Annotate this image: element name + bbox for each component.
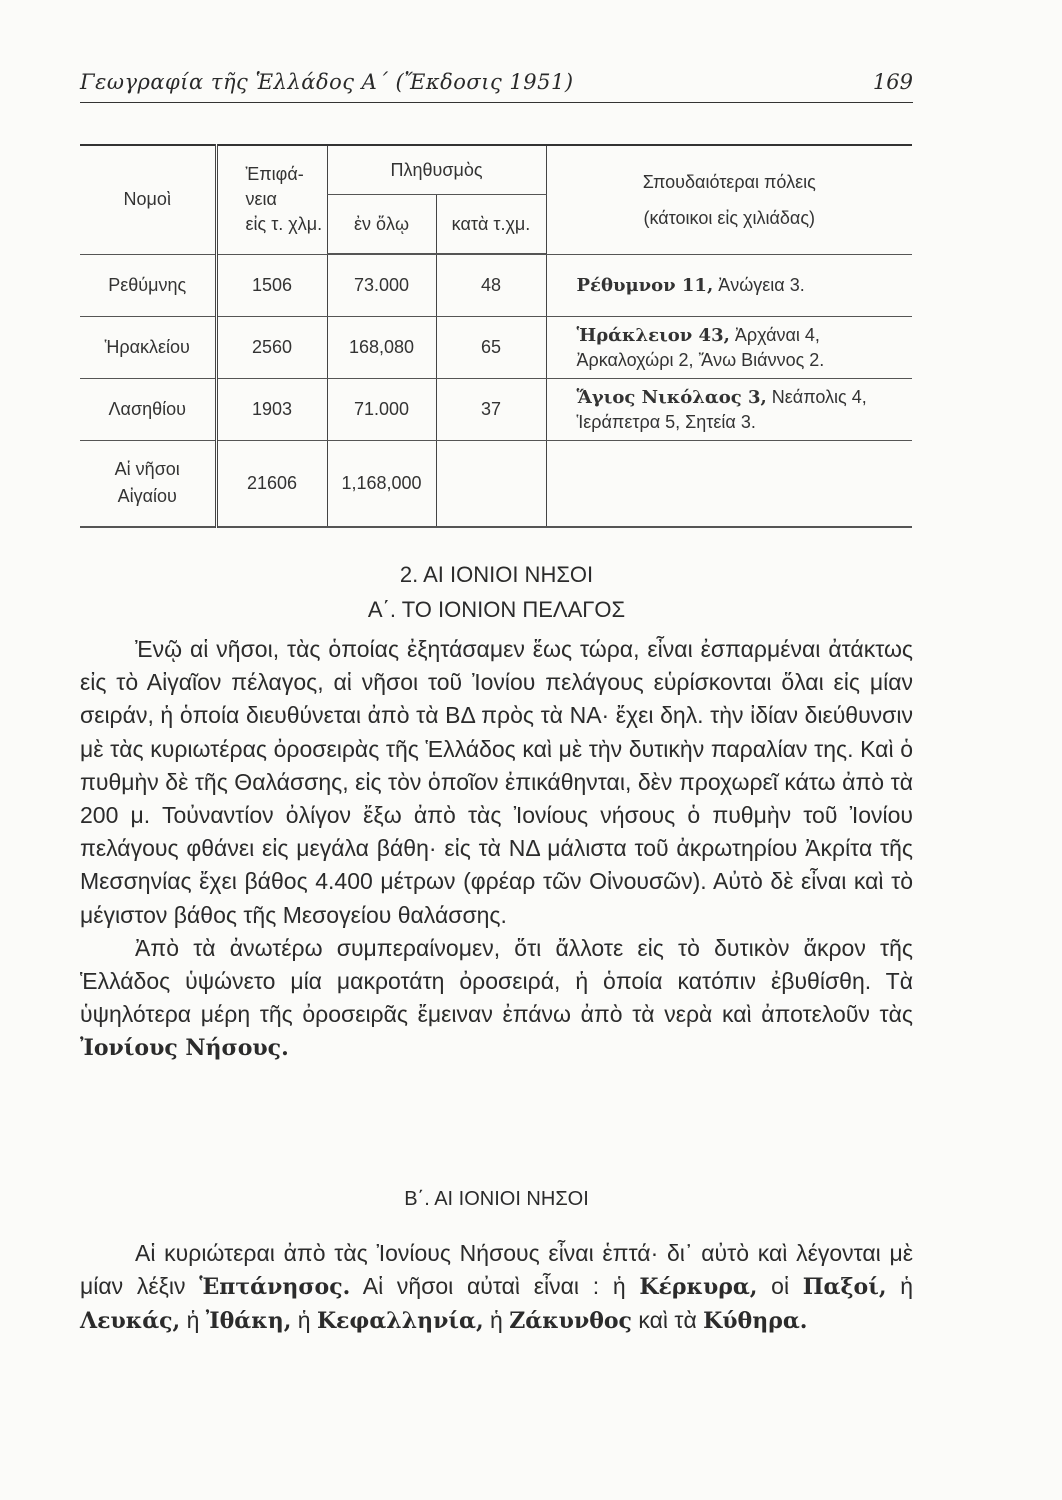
cities-cell: Ἅγιος Νικόλαος 3, Νεάπολις 4, Ἱεράπετρα 5, Σητεία 3. — [546, 379, 912, 441]
page-number: 169 — [872, 70, 913, 94]
header-pop-total: ἐν ὅλῳ — [327, 195, 436, 254]
paragraph-1: Ἐνῷ αἱ νῆσοι, τὰς ὁποίας ἐξητάσαμεν ἕως τώρα, εἶναι ἐσπαρμέναι ἀτάκτως εἰς τὸ Αἰγαῖον πέλαγος, αἱ νῆσοι τοῦ Ἰονίου πελάγους εὑρίσκονται ὅλαι εἰς μίαν σειράν, ἡ ὁποία διευθύνεται ἀπὸ τὰ ΒΔ πρὸς τὰ ΝΑ· ἔχει δηλ. τὴν ἰδίαν διεύθυνσιν μὲ τὰς κυριωτέρας ὀροσειρὰς τῆς Ἑλλάδος καὶ μὲ τὴν δυτικὴν παραλίαν της. Καὶ ὁ πυθμὴν δὲ τῆς Θαλάσσης, εἰς τὸν ὁποῖον ἐπικάθηνται, δὲν προχωρεῖ κάτω ἀπὸ τὰ 200 μ. Τοὐναντίον ὀλίγον ἔξω ἀπὸ τὰς Ἰονίους νήσους ὁ πυθμὴν τοῦ Ἰονίου πελάγους φθάνει εἰς μεγάλα βάθη· εἰς τὰ ΝΔ μάλιστα τοῦ ἀκρωτηρίου Ἀκρίτα τῆς Μεσσηνίας ἔχει βάθος 4.400 μέτρων (φρέαρ τῶν Οἰνουσῶν). Αὐτὸ δὲ εἶναι καὶ τὸ μέγιστον βάθος τῆς Μεσογείου θαλάσσης. — [80, 636, 913, 928]
header-area: Ἐπιφά- νεια εἰς τ. χλμ. — [216, 145, 327, 254]
nomos-cell: Ρεθύμνης — [80, 255, 216, 317]
nomos-cell: Αἱ νῆσοι Αἰγαίου — [80, 441, 216, 527]
density-cell: 37 — [436, 379, 546, 441]
table-row — [80, 317, 912, 379]
table-row — [80, 441, 912, 527]
population-cell: 1,168,000 — [327, 441, 436, 527]
header-rule — [80, 102, 913, 103]
area-cell: 2560 — [216, 317, 327, 379]
density-cell: 48 — [436, 255, 546, 317]
body-text-a — [80, 633, 913, 1066]
population-cell: 71.000 — [327, 379, 436, 441]
cities-cell — [546, 441, 912, 527]
population-cell: 73.000 — [327, 255, 436, 317]
section-heading: 2. ΑΙ ΙΟΝΙΟΙ ΝΗΣΟΙ — [399, 562, 594, 587]
running-title: Γεωγραφία τῆς Ἑλλάδος Α΄ (Ἔκδοσις 1951) — [80, 70, 574, 94]
area-cell: 1506 — [216, 255, 327, 317]
nomos-cell: Ἡρακλείου — [80, 317, 216, 379]
body-text-b — [80, 1237, 913, 1339]
paragraph-3: Αἱ κυριώτεραι ἀπὸ τὰς Ἰονίους Νήσους εἶναι ἑπτά· δι᾽ αὐτὸ καὶ λέγονται μὲ μίαν λέξιν Ἑπτάνησος. Αἱ νῆσοι αὐταὶ εἶναι : ἡ Κέρκυρα, οἱ Παξοί, ἡ Λευκάς, ἡ Ἰθάκη, ἡ Κεφαλληνία, ἡ Ζάκυνθος καὶ τὰ Κύθηρα. — [80, 1240, 914, 1335]
header-population: Πληθυσμὸς — [327, 145, 546, 195]
page-header — [80, 70, 913, 104]
subheading-b: Β΄. ΑΙ ΙΟΝΙΟΙ ΝΗΣΟΙ — [404, 1188, 589, 1210]
header-nomoi: Νομοὶ — [80, 145, 216, 254]
header-pop-density: κατὰ τ.χμ. — [436, 195, 546, 254]
density-cell — [436, 441, 546, 527]
table-row — [80, 379, 912, 441]
table-row — [80, 255, 912, 317]
paragraph-2: Ἀπὸ τὰ ἀνωτέρω συμπεραίνομεν, ὅτι ἄλλοτε εἰς τὸ δυτικὸν ἄκρον τῆς Ἑλλάδος ὑψώνετο μία μακροτάτη ὀροσειρά, ἡ ὁποία κατόπιν ἐβυθίσθη. Τὰ ὑψηλότερα μέρη τῆς ὀροσειρᾶς ἔμειναν ἐπάνω ἀπὸ τὰ νερὰ καὶ ἀποτελοῦν τὰς Ἰονίους Νήσους. — [80, 934, 913, 1062]
header-cities: Σπουδαιότεραι πόλεις (κάτοικοι εἰς χιλιάδας) — [546, 145, 912, 254]
area-cell: 21606 — [216, 441, 327, 527]
nomos-cell: Λασηθίου — [80, 379, 216, 441]
population-table — [80, 144, 912, 528]
cities-cell: Ρέθυμνον 11, Ἀνώγεια 3. — [546, 255, 912, 317]
population-cell: 168,080 — [327, 317, 436, 379]
subheading-a: Α΄. ΤΟ ΙΟΝΙΟΝ ΠΕΛΑΓΟΣ — [367, 597, 626, 622]
density-cell: 65 — [436, 317, 546, 379]
area-cell: 1903 — [216, 379, 327, 441]
cities-cell: Ἡράκλειον 43, Ἀρχάναι 4, Ἀρκαλοχώρι 2, Ἄνω Βιάννος 2. — [546, 317, 912, 379]
